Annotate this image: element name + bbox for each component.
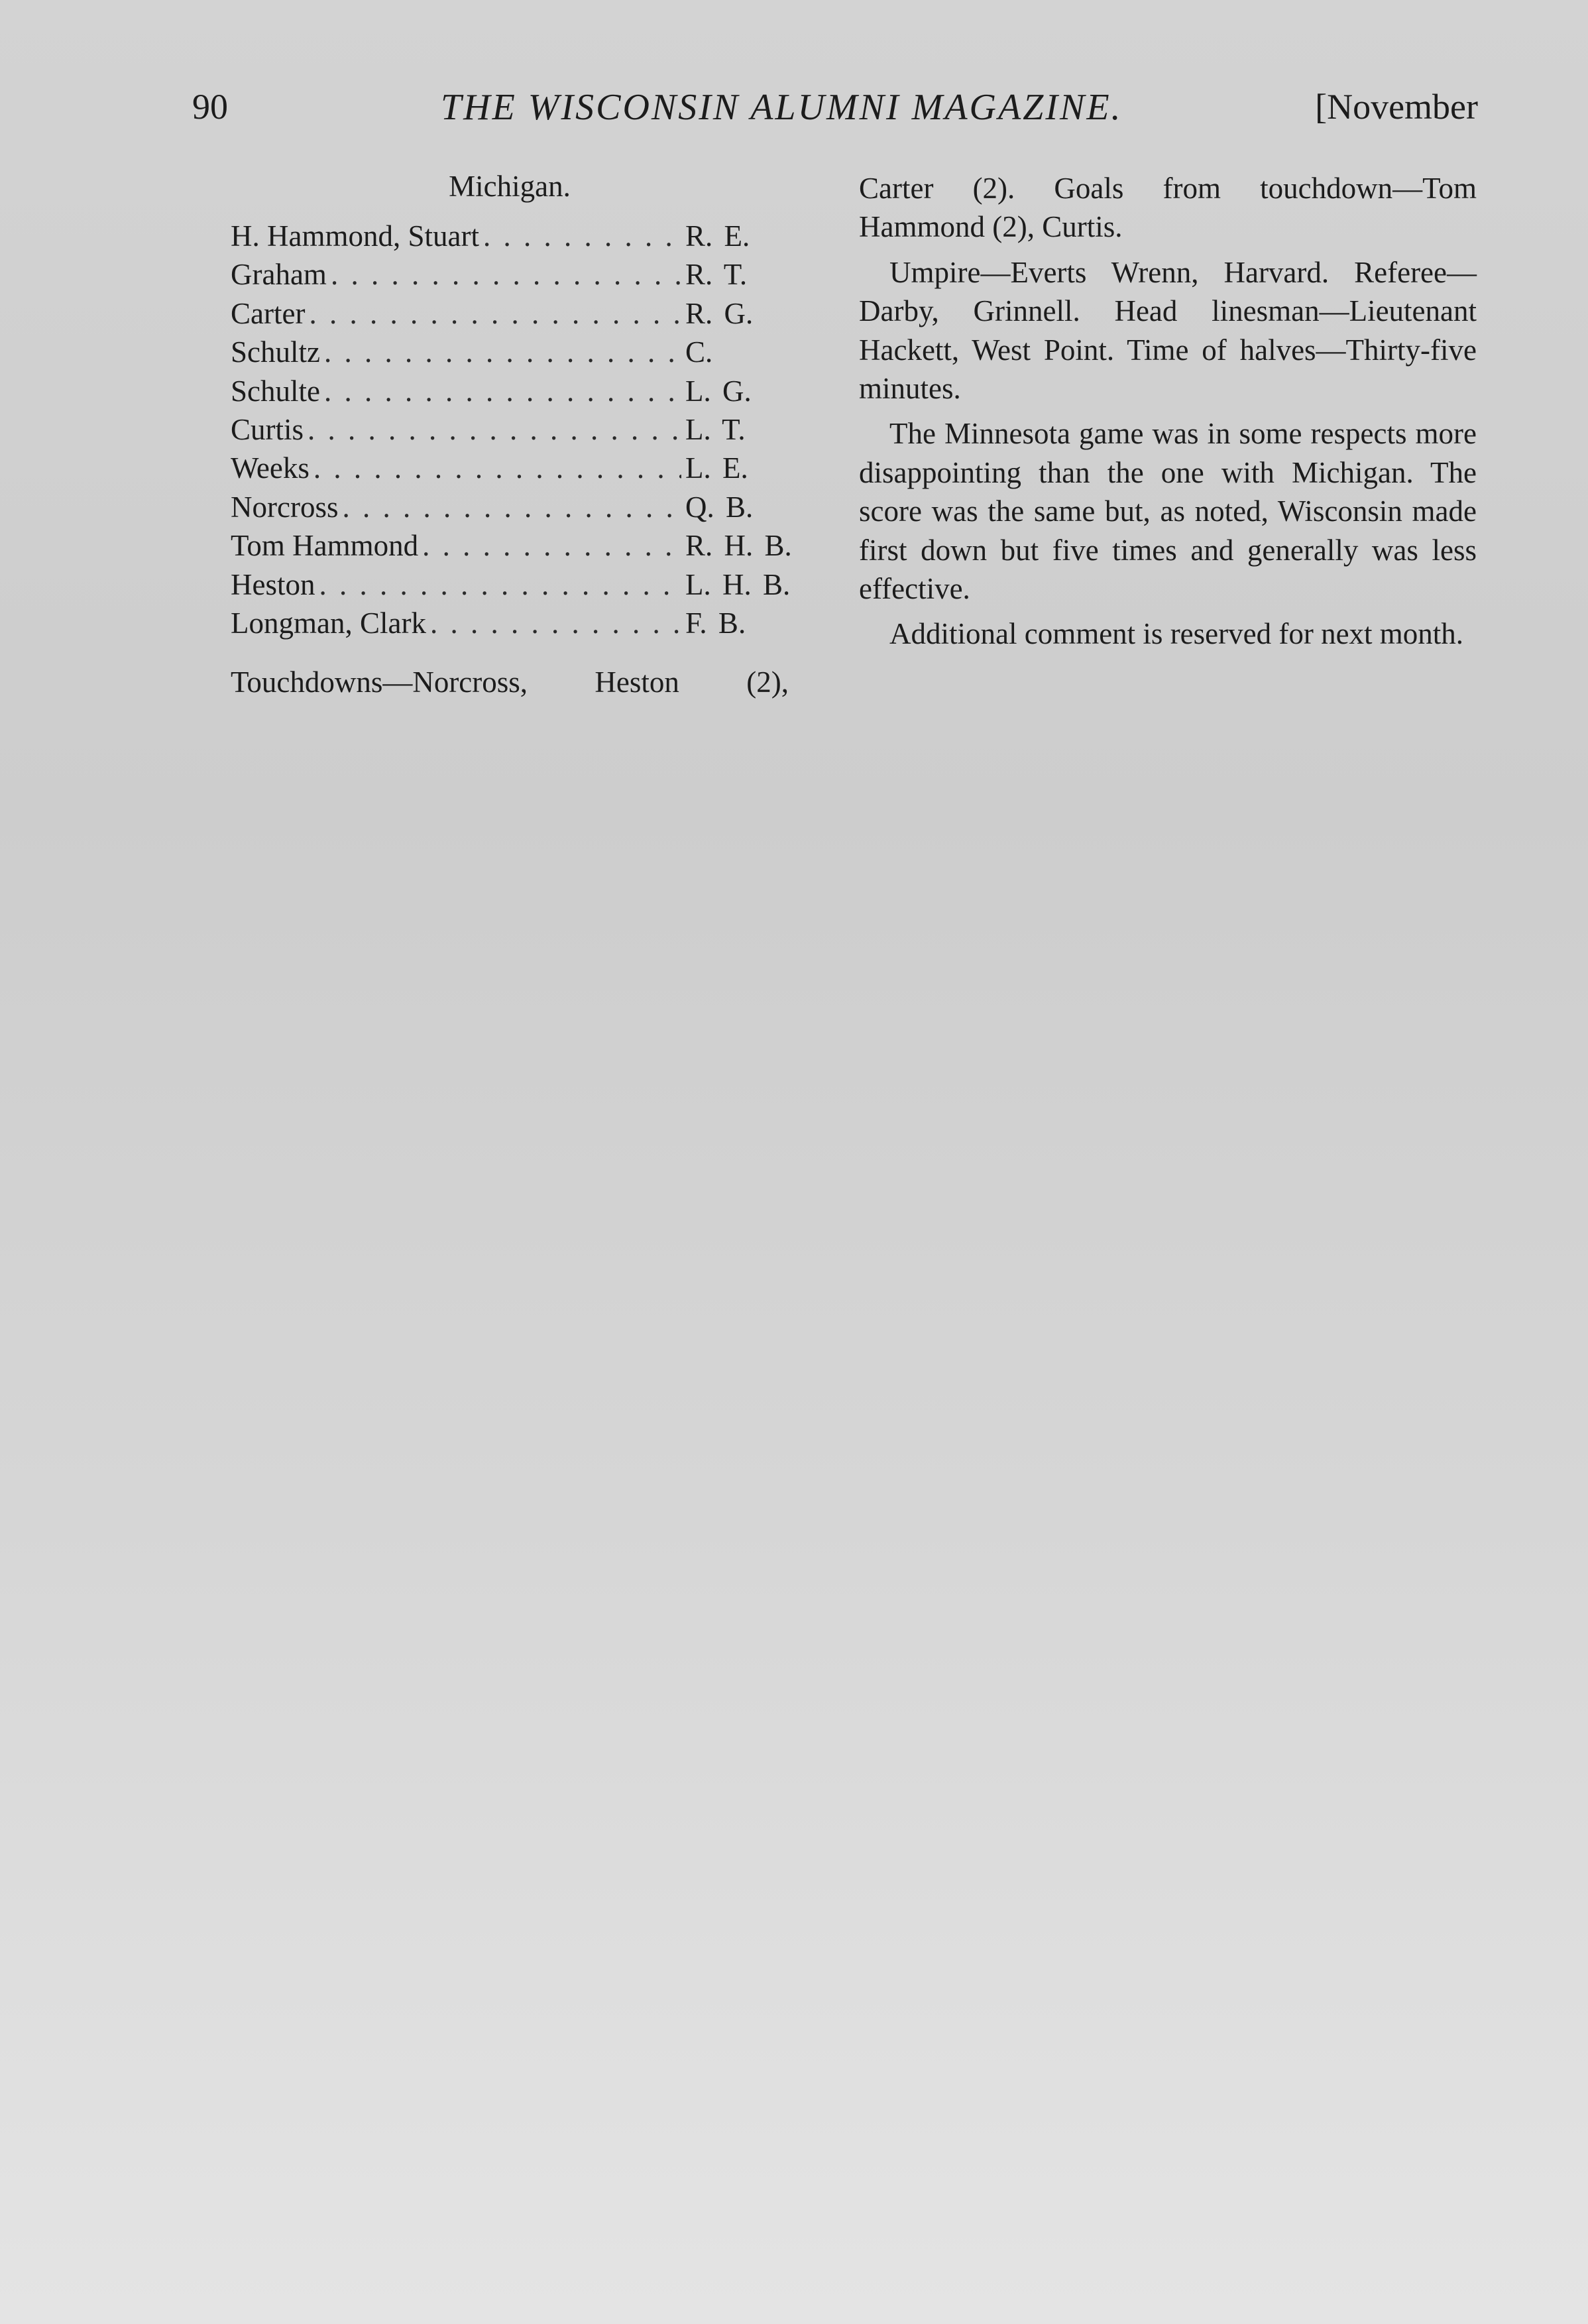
player-position: L. G. [685, 374, 752, 408]
lineup-row [231, 488, 789, 526]
dot-leader [422, 526, 681, 565]
player-name: Schulte [231, 374, 320, 408]
minnesota-paragraph: The Minnesota game was in some respects more disappointing than the one with Michigan. The score was the same but, as noted, Wisconsin made first down but five times and generally was less effective. [859, 417, 1477, 606]
player-name: H. Hammond, Stuart [231, 219, 479, 253]
player-name: Graham [231, 258, 327, 292]
player-position: L. H. B. [685, 567, 791, 601]
lineup-row [231, 294, 789, 333]
scoring-paragraph: Carter (2). Goals from touchdown—Tom Hammond (2), Curtis. [859, 172, 1477, 244]
touchdowns-label: Touchdowns—Norcross, [231, 666, 528, 699]
page-header [192, 78, 1478, 138]
dot-leader [324, 333, 681, 371]
player-name: Heston [231, 567, 315, 601]
player-position: R. E. [685, 219, 750, 253]
lineup-row [231, 604, 789, 642]
player-name: Carter [231, 296, 306, 330]
player-position: L. E. [685, 451, 748, 485]
player-position: R. T. [685, 258, 748, 292]
player-position: C. [685, 335, 713, 369]
dot-leader [319, 565, 682, 604]
lineup-row [231, 565, 789, 604]
left-column [231, 169, 792, 699]
running-title: THE WISCONSIN ALUMNI MAGAZINE. [441, 87, 1123, 128]
officials-paragraph: Umpire—Everts Wrenn, Harvard. Referee—Darby, Grinnell. Head linesman—Lieutenant Hackett, West Point. Time of halves—Thirty-five minutes. [859, 255, 1477, 406]
lineup-row [231, 526, 792, 565]
touchdowns-line [231, 665, 789, 699]
lineup-row [231, 372, 789, 410]
touchdowns-count: (2), [746, 666, 789, 699]
player-name: Tom Hammond [231, 529, 419, 563]
dot-leader [308, 410, 681, 449]
player-position: Q. B. [685, 490, 754, 524]
dot-leader [324, 372, 681, 410]
page-number: 90 [192, 87, 228, 127]
right-column [859, 169, 1477, 654]
player-name: Weeks [231, 451, 310, 485]
lineup-row [231, 333, 789, 371]
player-position: F. B. [685, 606, 746, 640]
dot-leader [430, 604, 681, 642]
dot-leader [483, 217, 681, 255]
player-name: Curtis [231, 412, 304, 446]
dot-leader [331, 255, 681, 294]
touchdowns-name: Heston [595, 666, 679, 699]
lineup-row [231, 255, 789, 294]
dot-leader [342, 488, 681, 526]
dot-leader [309, 294, 681, 333]
dot-leader [313, 449, 681, 487]
player-position: R. G. [685, 296, 754, 330]
player-position: R. H. B. [685, 529, 792, 563]
lineup-row [231, 449, 789, 487]
team-heading: Michigan. [449, 170, 571, 203]
lineup-row [231, 217, 789, 255]
player-name: Norcross [231, 490, 339, 524]
player-position: L. T. [685, 412, 746, 446]
header-month: [November [1315, 87, 1478, 127]
closing-paragraph: Additional comment is reserved for next month. [889, 617, 1464, 651]
player-name: Schultz [231, 335, 320, 369]
lineup-row [231, 410, 789, 449]
player-name: Longman, Clark [231, 606, 426, 640]
